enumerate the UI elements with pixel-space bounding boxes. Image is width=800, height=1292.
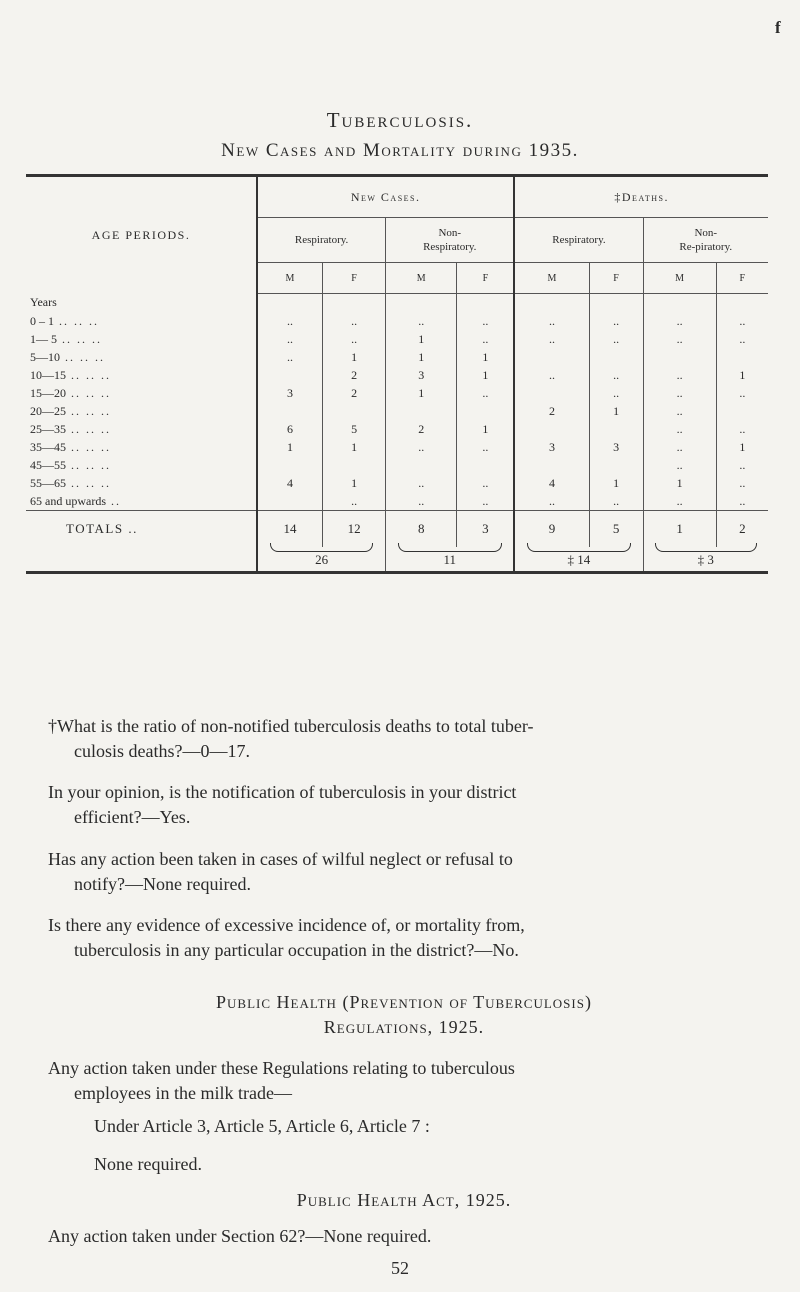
efficiency-paragraph: In your opinion, is the notification of tuberculosis in your district efficient?—Yes.: [48, 782, 517, 827]
deaths-non-respiratory-header: Non- Re-piratory.: [643, 218, 768, 263]
total-cell: 2: [716, 511, 768, 548]
age-label: 65 and upwards ..: [30, 493, 121, 508]
table-cell: ..: [457, 330, 515, 348]
table-cell: 1: [716, 438, 768, 456]
table-cell: ..: [589, 366, 643, 384]
table-row: [26, 312, 768, 330]
table-cell: ..: [386, 438, 457, 456]
age-label: 5—10 .. .. ..: [30, 349, 105, 364]
table-cell: ..: [589, 312, 643, 330]
table-row: [26, 492, 768, 511]
table-cell: [589, 348, 643, 366]
table-cell: ..: [716, 420, 768, 438]
table-cell: [257, 366, 322, 384]
age-label: 35—45 .. .. ..: [30, 439, 111, 454]
age-label: 20—25 .. .. ..: [30, 403, 111, 418]
table-cell: [589, 420, 643, 438]
table-cell: ..: [643, 312, 716, 330]
table-cell: 1: [322, 438, 385, 456]
table-cell: 1: [716, 366, 768, 384]
age-label: 15—20 .. .. ..: [30, 385, 111, 400]
table-cell: [386, 456, 457, 474]
table-cell: ..: [716, 384, 768, 402]
col-m: M: [514, 263, 589, 294]
total-cell: 9: [514, 511, 589, 548]
col-f: F: [589, 263, 643, 294]
table-cell: 2: [322, 366, 385, 384]
col-f: F: [457, 263, 515, 294]
regulations-heading: Public Health (Prevention of Tuberculosis) Regulations, 1925.: [216, 992, 592, 1037]
table-cell: ..: [457, 474, 515, 492]
new-respiratory-header: Respiratory.: [257, 218, 386, 263]
table-cell: 4: [257, 474, 322, 492]
table-cell: ..: [457, 384, 515, 402]
table-cell: [257, 456, 322, 474]
table-cell: 1: [386, 384, 457, 402]
table-cell: ..: [643, 438, 716, 456]
table-cell: 1: [643, 474, 716, 492]
table-row: [26, 384, 768, 402]
age-label: 10—15 .. .. ..: [30, 367, 111, 382]
occupation-paragraph: Is there any evidence of excessive incidence of, or mortality from, tuberculosis in any particular occupation in the district?—No.: [48, 915, 525, 960]
table-cell: ..: [386, 312, 457, 330]
table-cell: [716, 402, 768, 420]
table-cell: [716, 348, 768, 366]
table-cell: ..: [322, 330, 385, 348]
new-non-respiratory-header: Non- Respiratory.: [386, 218, 515, 263]
table-cell: 1: [322, 348, 385, 366]
table-cell: ..: [643, 492, 716, 511]
table-cell: [386, 402, 457, 420]
table-cell: ..: [643, 366, 716, 384]
table-cell: ..: [457, 312, 515, 330]
table-row: [26, 438, 768, 456]
table-cell: ..: [322, 492, 385, 511]
table-row: [26, 366, 768, 384]
table-cell: [514, 456, 589, 474]
table-row: [26, 420, 768, 438]
table-cell: [514, 384, 589, 402]
table-cell: ..: [643, 420, 716, 438]
total-cell: 14: [257, 511, 322, 548]
sum-cell: ‡ 3: [643, 547, 768, 571]
col-m: M: [643, 263, 716, 294]
table-cell: 2: [322, 384, 385, 402]
table-cell: ..: [386, 474, 457, 492]
table-row: [26, 402, 768, 420]
table-cell: 1: [386, 348, 457, 366]
table-cell: 1: [457, 348, 515, 366]
table-cell: 3: [514, 438, 589, 456]
table-cell: ..: [643, 402, 716, 420]
table-cell: 1: [386, 330, 457, 348]
table-cell: 1: [457, 366, 515, 384]
table-cell: 3: [386, 366, 457, 384]
table-cell: ..: [643, 456, 716, 474]
table-cell: ..: [514, 312, 589, 330]
page-number: 52: [391, 1258, 409, 1278]
articles-line: Under Article 3, Article 5, Article 6, Article 7 :: [94, 1116, 430, 1136]
sum-cell: ‡ 14: [514, 547, 643, 571]
table-cell: 1: [257, 438, 322, 456]
corner-mark: f: [775, 18, 781, 37]
table-cell: ..: [514, 492, 589, 511]
table-cell: [257, 402, 322, 420]
age-label: 1— 5 .. .. ..: [30, 331, 102, 346]
sum-cell: 11: [386, 547, 515, 571]
total-cell: 3: [457, 511, 515, 548]
age-label: 25—35 .. .. ..: [30, 421, 111, 436]
years-label: Years: [30, 295, 57, 310]
age-label: 0 – 1 .. .. ..: [30, 313, 99, 328]
section-62-paragraph: Any action taken under Section 62?—None required.: [48, 1226, 432, 1246]
total-cell: 8: [386, 511, 457, 548]
table-cell: ..: [514, 366, 589, 384]
table-cell: 2: [514, 402, 589, 420]
table-cell: [514, 348, 589, 366]
table-cell: [643, 348, 716, 366]
table-row: [26, 456, 768, 474]
table-row: [26, 348, 768, 366]
table-cell: 6: [257, 420, 322, 438]
table-cell: 3: [257, 384, 322, 402]
act-heading: Public Health Act, 1925.: [296, 1190, 512, 1210]
table-cell: ..: [643, 384, 716, 402]
age-label: 55—65 .. .. ..: [30, 475, 111, 490]
table-cell: 1: [589, 402, 643, 420]
table-cell: ..: [322, 312, 385, 330]
table-cell: ..: [589, 330, 643, 348]
sum-cell: 26: [257, 547, 386, 571]
col-f: F: [716, 263, 768, 294]
col-m: M: [257, 263, 322, 294]
table-cell: [322, 402, 385, 420]
table-cell: ..: [716, 474, 768, 492]
table-cell: ..: [716, 492, 768, 511]
table-cell: ..: [257, 348, 322, 366]
table-cell: [514, 420, 589, 438]
table-cell: 5: [322, 420, 385, 438]
totals-label: TOTALS ..: [26, 511, 257, 548]
table-cell: ..: [643, 330, 716, 348]
total-cell: 12: [322, 511, 385, 548]
table-subtitle: New Cases and Mortality during 1935.: [221, 140, 579, 161]
table-cell: ..: [589, 384, 643, 402]
table-cell: 1: [457, 420, 515, 438]
page-title: Tuberculosis.: [326, 108, 474, 132]
age-label: 45—55 .. .. ..: [30, 457, 111, 472]
total-cell: 5: [589, 511, 643, 548]
table-cell: ..: [514, 330, 589, 348]
none-required-line: None required.: [94, 1154, 202, 1174]
table-cell: ..: [716, 456, 768, 474]
deaths-respiratory-header: Respiratory.: [514, 218, 643, 263]
table-cell: ..: [716, 330, 768, 348]
table-cell: ..: [457, 492, 515, 511]
table-cell: 1: [322, 474, 385, 492]
table-cell: 1: [589, 474, 643, 492]
cases-mortality-table: [26, 174, 768, 574]
age-periods-header: AGE PERIODS.: [91, 227, 191, 242]
table-cell: 2: [386, 420, 457, 438]
table-cell: ..: [589, 492, 643, 511]
deaths-header: ‡Deaths.: [514, 177, 768, 218]
table-cell: [457, 402, 515, 420]
table-cell: 4: [514, 474, 589, 492]
table-cell: [322, 456, 385, 474]
table-cell: ..: [257, 330, 322, 348]
table-cell: [257, 492, 322, 511]
table-cell: [589, 456, 643, 474]
milk-trade-paragraph: Any action taken under these Regulations relating to tuberculous employees in the milk trade—: [48, 1058, 515, 1103]
table-cell: 3: [589, 438, 643, 456]
table-cell: ..: [386, 492, 457, 511]
total-cell: 1: [643, 511, 716, 548]
table-cell: ..: [457, 438, 515, 456]
new-cases-header: New Cases.: [257, 177, 514, 218]
table-row: [26, 330, 768, 348]
col-f: F: [322, 263, 385, 294]
neglect-paragraph: Has any action been taken in cases of wilful neglect or refusal to notify?—None required.: [48, 849, 513, 894]
table-cell: [457, 456, 515, 474]
table-cell: ..: [257, 312, 322, 330]
col-m: M: [386, 263, 457, 294]
ratio-paragraph: †What is the ratio of non-notified tuberculosis deaths to total tuber- culosis deaths?—0—17.: [48, 716, 534, 761]
table-row: [26, 474, 768, 492]
table-cell: ..: [716, 312, 768, 330]
